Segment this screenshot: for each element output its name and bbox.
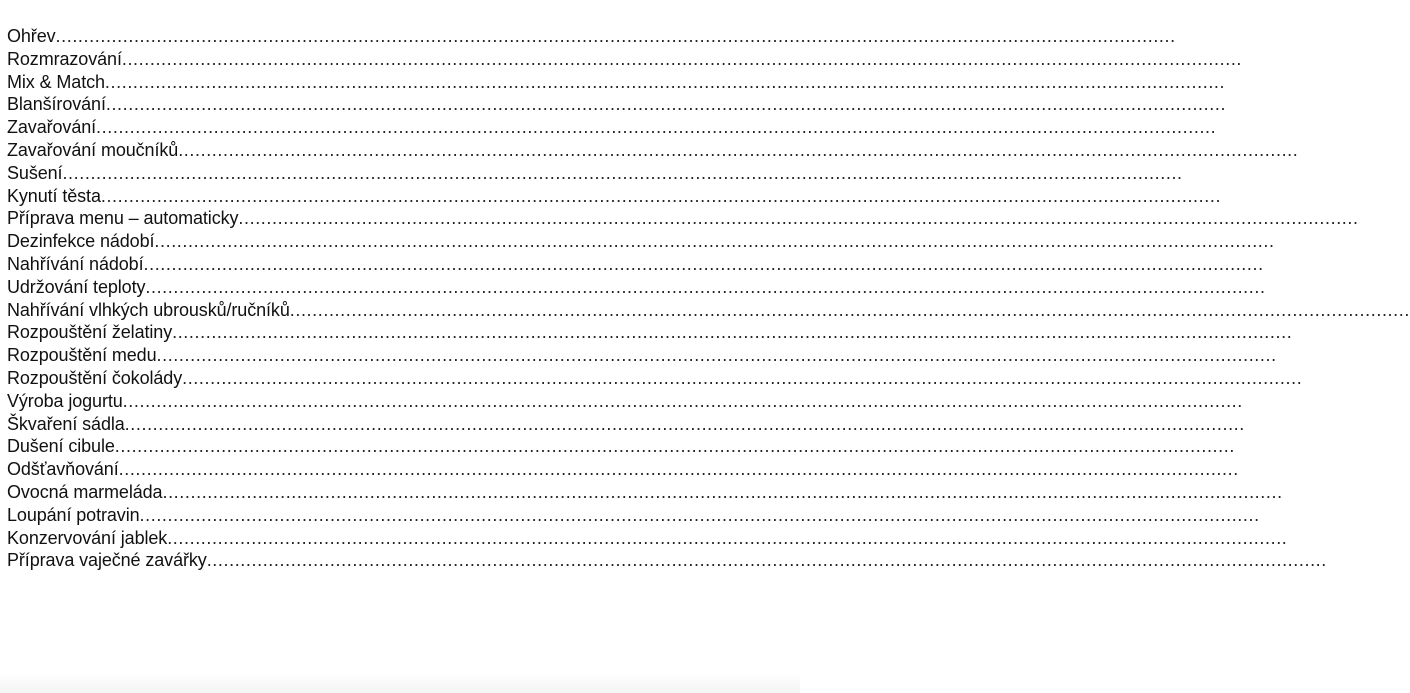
item-label: Rozpouštění čokolády [7,367,183,388]
item-label: Nahřívání vlhkých ubrousků/ručníků [7,299,290,320]
dot-leader: ........................................................................................................................................................................................................ [121,48,1243,69]
dot-leader: ........................................................................................................................................................................................................ [178,139,1299,160]
list-item [7,344,1277,367]
list-item [7,185,1222,208]
item-label: Příprava menu – automaticky [7,208,239,229]
item-label: Loupání potravin [7,504,140,525]
item-label: Sušení [7,162,63,183]
item-label: Mix & Match [7,71,105,92]
list-item [7,413,1245,436]
program-list [7,25,1410,572]
item-label: Zavařování [7,117,97,138]
item-label: Rozpouštění želatiny [7,322,173,343]
item-label: Dezinfekce nádobí [7,231,155,252]
item-label: Škvaření sádla [7,413,125,434]
list-item [7,71,1226,94]
dot-leader: ........................................................................................................................................................................................................ [100,185,1222,206]
list-item [7,230,1275,253]
list-item [7,321,1293,344]
list-item [7,139,1299,162]
dot-leader: ........................................................................................................................................................................................................ [156,345,1277,366]
list-item [7,253,1264,276]
list-item [7,116,1217,139]
list-item [7,276,1266,299]
dot-leader: ........................................................................................................................................................................................................ [55,26,1176,46]
dot-leader: ........................................................................................................................................................................................................ [96,117,1217,138]
item-label: Dušení cibule [7,436,115,457]
list-item [7,48,1243,71]
item-label: Příprava vaječné zavářky [7,550,207,571]
item-label: Rozmrazování [7,48,122,69]
list-item [7,549,1327,572]
list-item [7,390,1243,413]
dot-leader: ........................................................................................................................................................................................................ [124,413,1245,434]
list-item [7,458,1239,481]
dot-leader: ........................................................................................................................................................................................................ [238,208,1359,229]
dot-leader: ........................................................................................................................................................................................................ [143,253,1264,274]
item-label: Výroba jogurtu [7,390,123,411]
item-label: Ohřev [7,26,56,46]
item-label: Ovocná marmeláda [7,481,163,502]
dot-leader: ........................................................................................................................................................................................................ [289,299,1410,320]
dot-leader: ........................................................................................................................................................................................................ [105,94,1227,115]
dot-leader: ........................................................................................................................................................................................................ [206,550,1327,571]
list-item [7,367,1303,390]
dot-leader: ........................................................................................................................................................................................................ [122,390,1243,411]
list-item [7,93,1227,116]
list-item [7,527,1288,550]
item-label: Zavařování moučníků [7,139,179,160]
item-label: Rozpouštění medu [7,345,157,366]
list-item [7,25,1176,48]
dot-leader: ........................................................................................................................................................................................................ [162,481,1283,502]
item-label: Udržování teploty [7,276,146,297]
item-label: Blanšírování [7,94,106,115]
dot-leader: ........................................................................................................................................................................................................ [118,459,1239,480]
item-label: Konzervování jablek [7,527,168,548]
page-bottom-edge [0,673,800,693]
dot-leader: ........................................................................................................................................................................................................ [145,276,1266,297]
dot-leader: ........................................................................................................................................................................................................ [182,367,1303,388]
dot-leader: ........................................................................................................................................................................................................ [167,527,1288,548]
dot-leader: ........................................................................................................................................................................................................ [172,322,1293,343]
dot-leader: ........................................................................................................................................................................................................ [62,162,1183,183]
list-item [7,504,1260,527]
list-item [7,299,1410,322]
dot-leader: ........................................................................................................................................................................................................ [104,71,1226,92]
dot-leader: ........................................................................................................................................................................................................ [139,504,1260,525]
list-item [7,435,1235,458]
item-label: Kynutí těsta [7,185,101,206]
list-item [7,207,1359,230]
list-item [7,162,1183,185]
item-label: Nahřívání nádobí [7,253,144,274]
dot-leader: ........................................................................................................................................................................................................ [154,231,1275,252]
item-label: Odšťavňování [7,459,119,480]
list-item [7,481,1283,504]
dot-leader: ........................................................................................................................................................................................................ [114,436,1235,457]
